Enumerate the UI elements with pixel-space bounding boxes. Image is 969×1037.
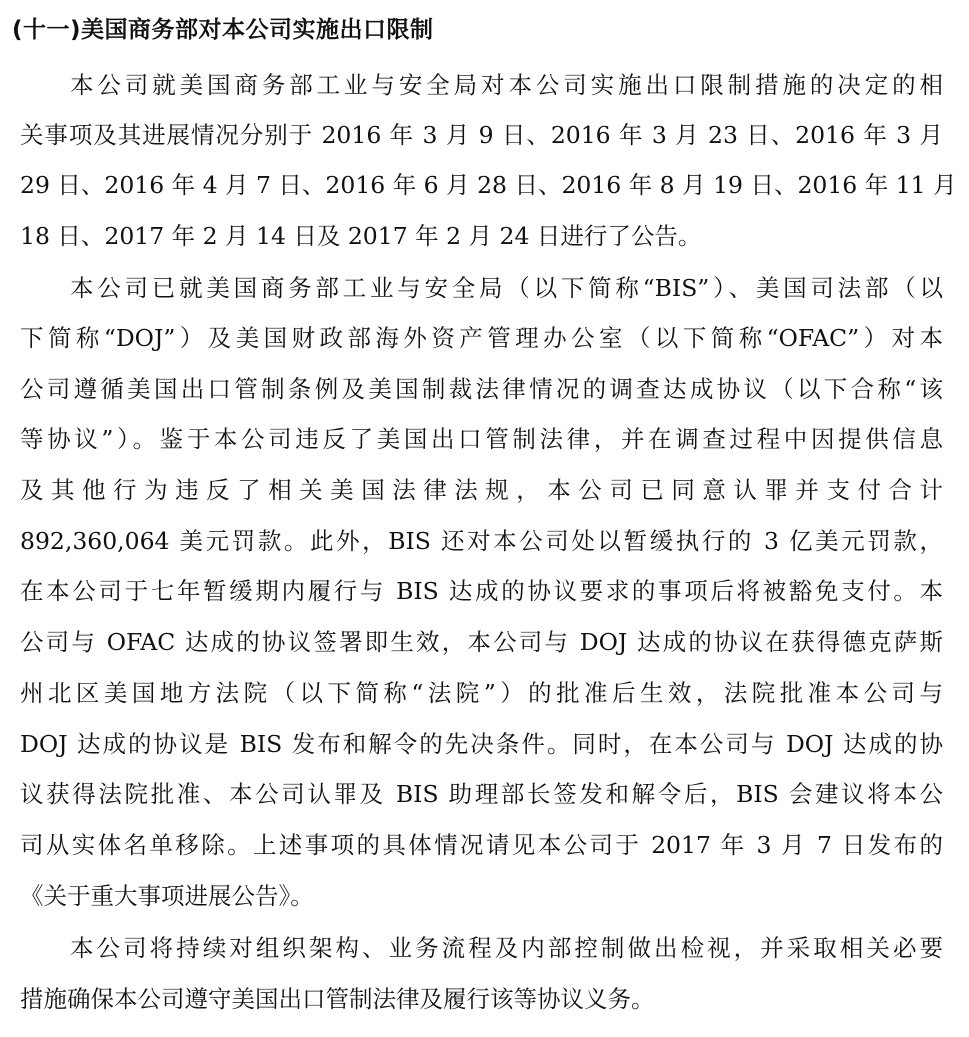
paragraph-line: 18 日、2017 年 2 月 14 日及 2017 年 2 月 24 日进行了公告。 [20,222,702,250]
paragraph-line: 司从实体名单移除。上述事项的具体情况请见本公司于 2017 年 3 月 7 日发布的 [20,831,943,859]
paragraph-line: 《关于重大事项进展公告》。 [20,882,314,910]
paragraph-line: 在本公司于七年暂缓期内履行与 BIS 达成的协议要求的事项后将被豁免支付。本 [20,577,943,605]
paragraph-line: 州北区美国地方法院（以下简称“法院”）的批准后生效，法院批准本公司与 [20,679,943,707]
paragraph-line: 本公司已就美国商务部工业与安全局（以下简称“BIS”）、美国司法部（以 [70,274,943,302]
paragraph-line: 及其他行为违反了相关美国法律法规，本公司已同意认罪并支付合计 [20,476,943,504]
paragraph-line: 公司遵循美国出口管制条例及美国制裁法律情况的调查达成协议（以下合称“该 [20,375,943,403]
paragraph-line: DOJ 达成的协议是 BIS 发布和解令的先决条件。同时，在本公司与 DOJ 达成的协 [20,730,943,758]
paragraph-line: 本公司就美国商务部工业与安全局对本公司实施出口限制措施的决定的相 [70,71,943,99]
paragraph-line: 等协议”）。鉴于本公司违反了美国出口管制法律，并在调查过程中因提供信息 [20,425,943,453]
paragraph-line: 议获得法院批准、本公司认罪及 BIS 助理部长签发和解令后，BIS 会建议将本公 [20,780,943,808]
paragraph-line: 措施确保本公司遵守美国出口管制法律及履行该等协议义务。 [20,985,655,1013]
paragraph-line: 关事项及其进展情况分别于 2016 年 3 月 9 日、2016 年 3 月 23 日、2016 年 3 月 [20,121,943,149]
paragraph-line: 公司与 OFAC 达成的协议签署即生效，本公司与 DOJ 达成的协议在获得德克萨斯 [20,628,943,656]
paragraph-line: 下简称“DOJ”）及美国财政部海外资产管理办公室（以下简称“OFAC”）对本 [20,324,943,352]
paragraph-line: 本公司将持续对组织架构、业务流程及内部控制做出检视，并采取相关必要 [70,934,943,962]
paragraph-line: 892,360,064 美元罚款。此外，BIS 还对本公司处以暂缓执行的 3 亿美元罚款， [20,527,943,555]
paragraph-line: 29 日、2016 年 4 月 7 日、2016 年 6 月 28 日、2016 年 8 月 19 日、2016 年 11 月 [20,171,957,199]
section-heading: (十一)美国商务部对本公司实施出口限制 [12,17,434,43]
